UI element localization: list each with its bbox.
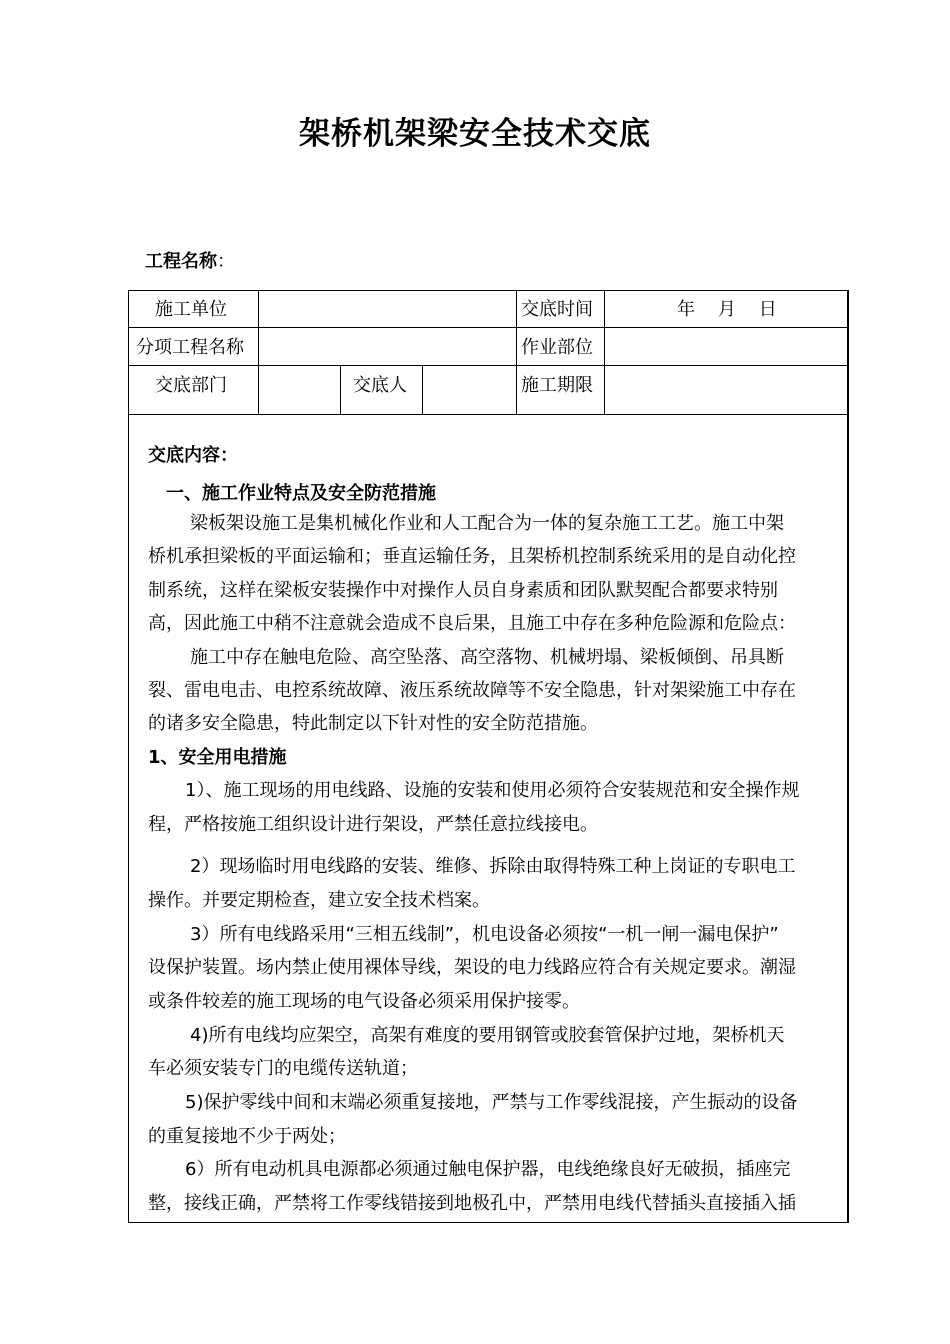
table-rule	[128, 414, 849, 415]
disclosure-date-value: 年 月 日	[677, 299, 777, 320]
para1-line: 制系统，这样在梁板安装操作中对操作人员自身素质和团队默契配合都要求特别	[148, 580, 778, 601]
item3-line: 3）所有电线路采用“三相五线制”，机电设备必须按“一机一闸一漏电保护”	[190, 924, 779, 945]
construction-period-label: 施工期限	[521, 375, 593, 396]
item3-line: 设保护装置。场内禁止使用裸体导线，架设的电力线路应符合有关规定要求。潮湿	[148, 957, 796, 978]
table-rule	[422, 365, 423, 414]
disclosure-person-label: 交底人	[353, 375, 407, 396]
disclosure-dept-label: 交底部门	[155, 375, 227, 396]
para2-line: 的诸多安全隐患，特此制定以下针对性的安全防范措施。	[148, 713, 598, 734]
item2-line: 2）现场临时用电线路的安装、维修、拆除由取得特殊工种上岗证的专职电工	[190, 856, 796, 877]
construction-unit-label: 施工单位	[155, 299, 227, 320]
item1-line: 程，严格按施工组织设计进行架设，严禁任意拉线接电。	[148, 814, 598, 835]
table-rule	[128, 327, 849, 328]
table-rule	[340, 365, 341, 414]
para1-line: 梁板架设施工是集机械化作业和人工配合为一体的复杂施工工艺。施工中架	[190, 513, 784, 534]
item4-line: 4)所有电线均应架空，高架有难度的要用钢管或胶套管保护过地，架桥机天	[190, 1025, 785, 1046]
table-rule	[258, 290, 259, 414]
table-rule	[516, 290, 517, 414]
para2-line: 裂、雷电电击、电控系统故障、液压系统故障等不安全隐患，针对架梁施工中存在	[148, 680, 796, 701]
item1-line: 1）、施工现场的用电线路、设施的安装和使用必须符合安装规范和安全操作规	[185, 780, 800, 801]
disclosure-time-label: 交底时间	[521, 299, 593, 320]
para1-line: 桥机承担梁板的平面运输和；垂直运输任务，且架桥机控制系统采用的是自动化控	[148, 546, 796, 567]
document-title: 架桥机架梁安全技术交底	[299, 116, 651, 152]
item3-line: 或条件较差的施工现场的电气设备必须采用保护接零。	[148, 991, 580, 1012]
item5-line: 的重复接地不少于两处；	[148, 1126, 346, 1147]
section-1-title: 一、施工作业特点及安全防范措施	[166, 483, 436, 504]
content-heading: 交底内容：	[148, 445, 238, 466]
para1-line: 高，因此施工中稍不注意就会造成不良后果，且施工中存在多种危险源和危险点：	[148, 613, 796, 634]
table-rule	[604, 290, 605, 414]
work-location-label: 作业部位	[521, 337, 593, 358]
item2-line: 操作。并要定期检查，建立安全技术档案。	[148, 890, 490, 911]
item4-line: 车必须安装专门的电缆传送轨道；	[148, 1058, 418, 1079]
project-name-label: 工程名称	[145, 251, 217, 272]
subsection-1-title: 1、安全用电措施	[148, 747, 287, 768]
project-name-field	[145, 247, 235, 273]
table-rule	[128, 365, 849, 366]
item5-line: 5)保护零线中间和末端必须重复接地，严禁与工作零线混接，产生振动的设备	[185, 1092, 798, 1113]
subproject-name-label: 分项工程名称	[136, 337, 244, 358]
item6-line: 6）所有电动机具电源都必须通过触电保护器，电线绝缘良好无破损，插座完	[185, 1159, 791, 1180]
para2-line: 施工中存在触电危险、高空坠落、高空落物、机械坍塌、梁板倾倒、吊具断	[190, 647, 784, 668]
item6-line: 整，接线正确，严禁将工作零线错接到地极孔中，严禁用电线代替插头直接插入插	[148, 1193, 796, 1214]
project-name-colon: ：	[217, 251, 235, 272]
